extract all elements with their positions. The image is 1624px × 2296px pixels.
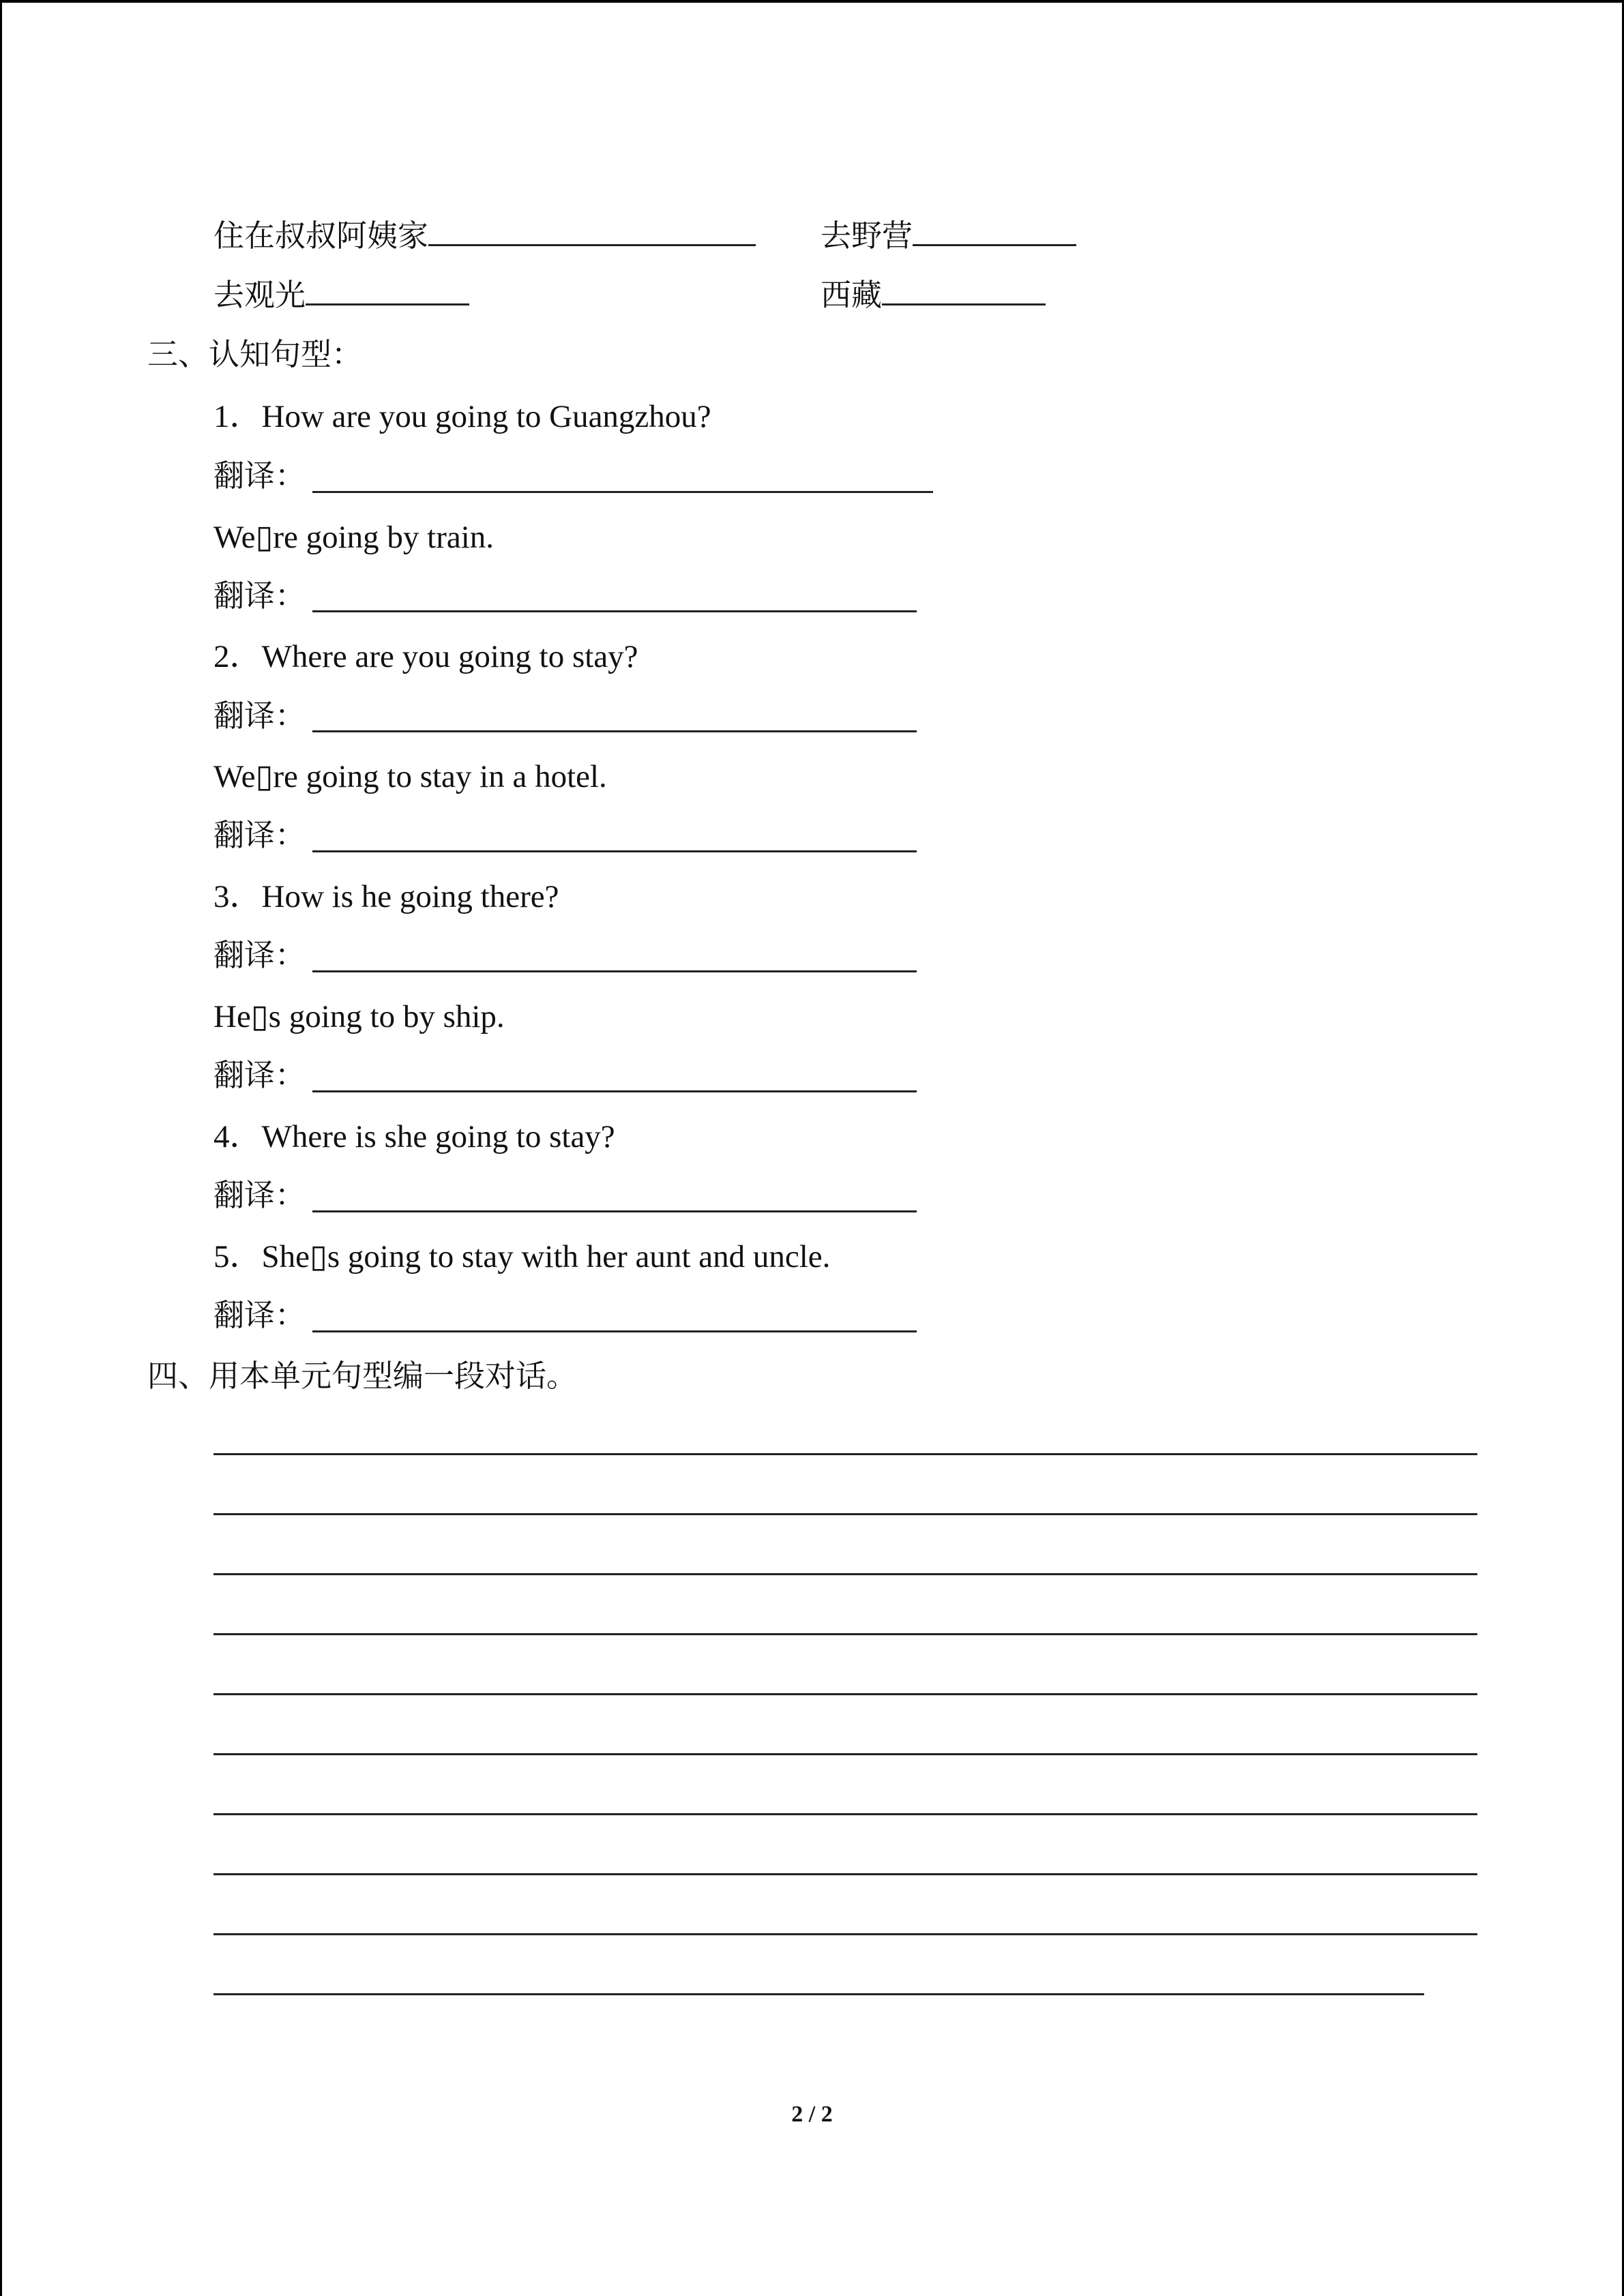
vocab-blank[interactable] — [882, 276, 1046, 305]
translate-label: 翻译： — [213, 458, 306, 494]
translate-answer-line[interactable] — [312, 730, 917, 732]
sentence-2-answer: We▯re going to stay in a hotel. — [213, 759, 607, 794]
translate-label: 翻译： — [213, 1177, 306, 1213]
vocab-blank[interactable] — [306, 276, 469, 305]
vocab-label: 西藏 — [821, 277, 883, 313]
translate-answer-line[interactable] — [312, 1210, 917, 1212]
dialogue-writing-line[interactable] — [213, 1753, 1477, 1755]
vocab-row1-left — [213, 217, 756, 255]
dialogue-writing-line[interactable] — [213, 1513, 1477, 1515]
dialogue-writing-line[interactable] — [213, 1633, 1477, 1635]
translate-answer-line[interactable] — [312, 1330, 917, 1332]
page-left-border — [0, 0, 2, 2296]
translate-answer-line[interactable] — [312, 491, 933, 493]
dialogue-writing-line[interactable] — [213, 1873, 1477, 1875]
dialogue-writing-line[interactable] — [213, 1993, 1424, 1995]
sentence-1-answer: We▯re going by train. — [213, 520, 494, 555]
sentence-5: 5．She▯s going to stay with her aunt and uncle. — [213, 1239, 831, 1274]
dialogue-writing-line[interactable] — [213, 1933, 1477, 1935]
sentence-3-answer: He▯s going to by ship. — [213, 999, 505, 1034]
sentence-2: 2．Where are you going to stay? — [213, 639, 638, 674]
section4-heading: 四、用本单元句型编一段对话。 — [147, 1358, 578, 1394]
translate-answer-line[interactable] — [312, 1090, 917, 1092]
dialogue-writing-line[interactable] — [213, 1573, 1477, 1575]
vocab-label: 去观光 — [213, 277, 306, 313]
vocab-label: 去野营 — [821, 218, 913, 254]
dialogue-writing-line[interactable] — [213, 1813, 1477, 1815]
dialogue-writing-line[interactable] — [213, 1453, 1477, 1455]
dialogue-writing-line[interactable] — [213, 1693, 1477, 1695]
vocab-row2-right — [821, 276, 1046, 314]
page-number: 2 / 2 — [791, 2102, 833, 2127]
section3-heading: 三、认知句型： — [147, 336, 363, 372]
page-top-border — [0, 0, 1624, 3]
translate-label: 翻译： — [213, 1057, 306, 1093]
translate-answer-line[interactable] — [312, 850, 917, 852]
vocab-label: 住在叔叔阿姨家 — [213, 218, 429, 254]
translate-label: 翻译： — [213, 1297, 306, 1333]
vocab-blank[interactable] — [428, 217, 756, 246]
translate-answer-line[interactable] — [312, 970, 917, 972]
vocab-row2-left — [213, 276, 469, 314]
translate-label: 翻译： — [213, 937, 306, 973]
sentence-3: 3．How is he going there? — [213, 879, 559, 914]
translate-answer-line[interactable] — [312, 610, 917, 612]
translate-label: 翻译： — [213, 817, 306, 853]
vocab-row1-right — [821, 217, 1076, 255]
translate-label: 翻译： — [213, 578, 306, 614]
sentence-4: 4．Where is she going to stay? — [213, 1119, 615, 1154]
vocab-blank[interactable] — [913, 217, 1076, 246]
translate-label: 翻译： — [213, 698, 306, 734]
sentence-1: 1．How are you going to Guangzhou? — [213, 399, 711, 434]
